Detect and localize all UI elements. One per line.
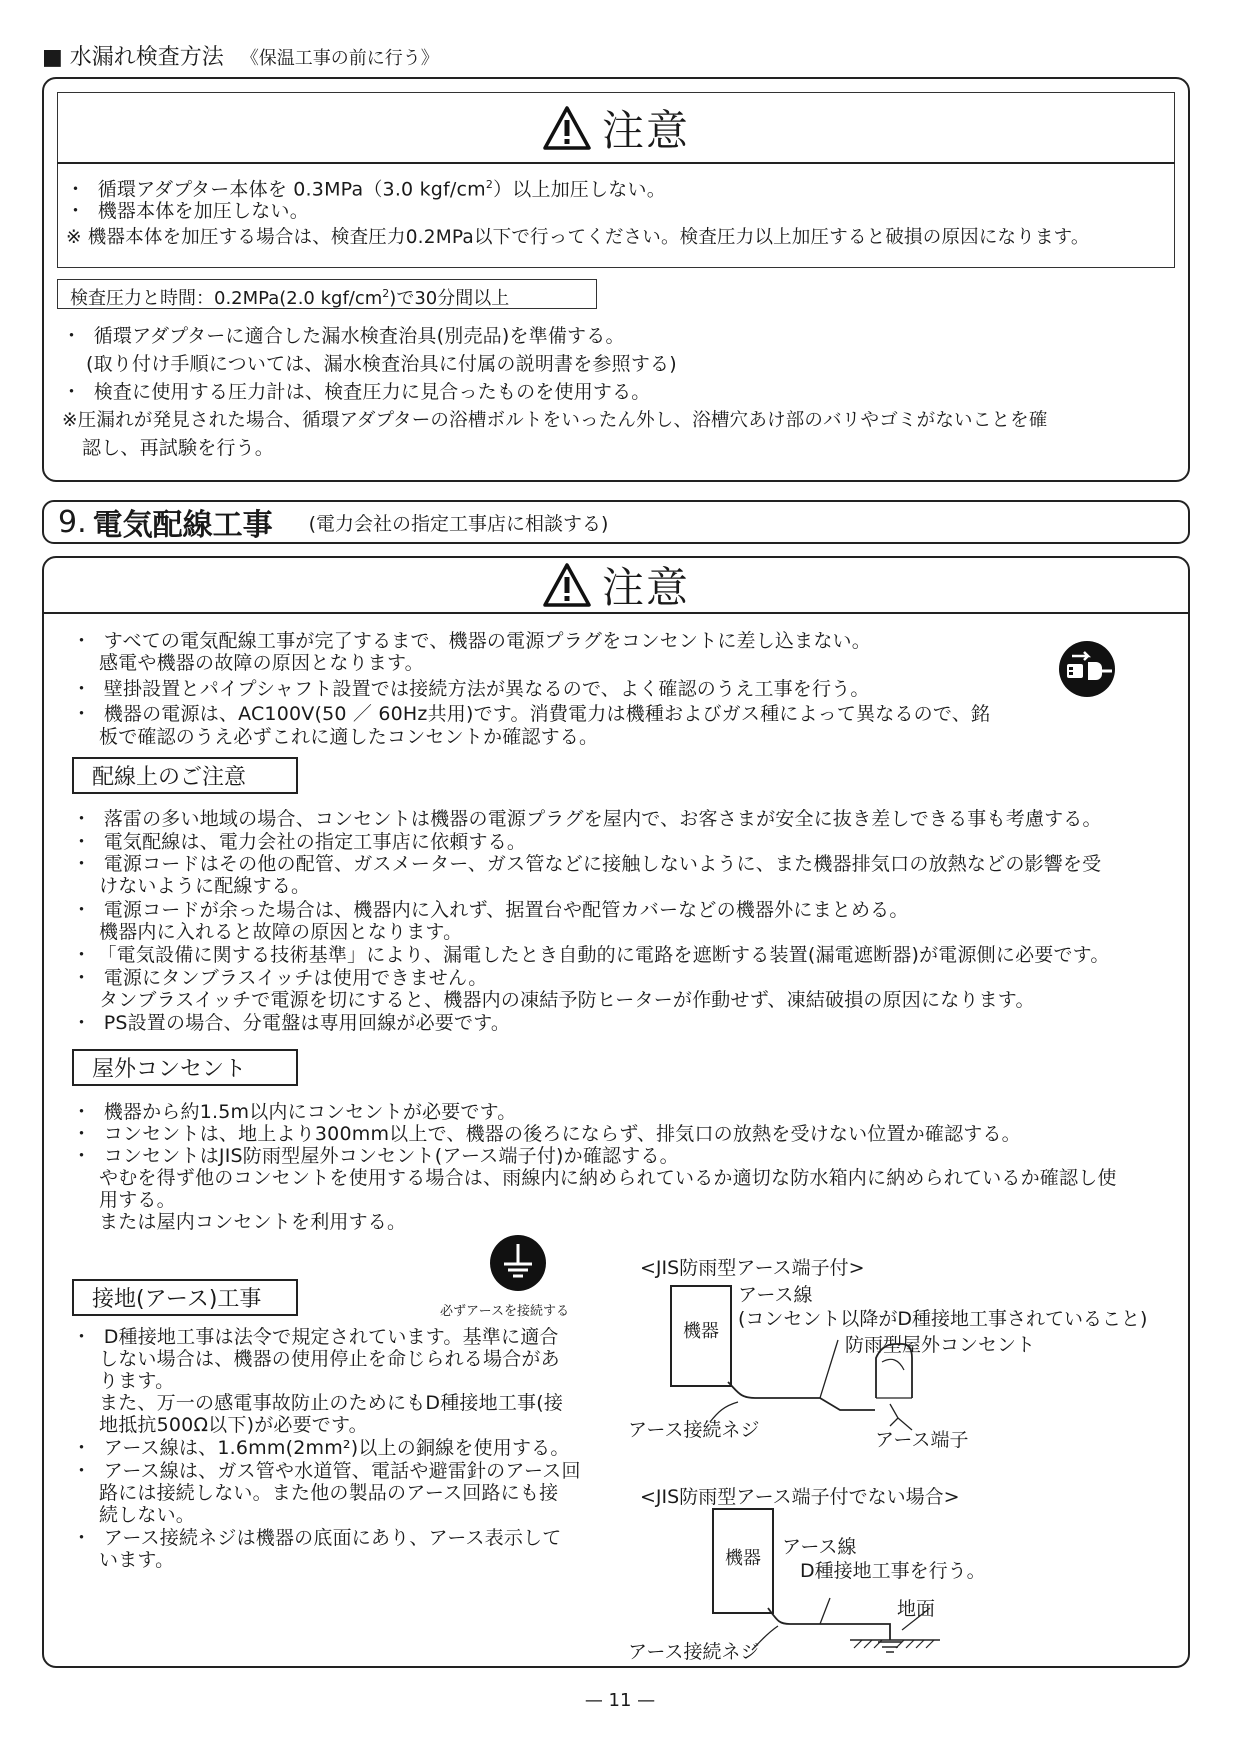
caution1-item-1: ・ 循環アダプター本体を 0.3MPa（3.0 kgf/$cm^2$）以上加圧しない。 [66, 178, 666, 201]
diagram1-wiring [620, 1280, 1040, 1440]
unplug-icon [1058, 640, 1116, 698]
section1-subtitle: 《保温工事の前に行う》 [240, 48, 439, 69]
page-number: — 11 — [584, 1690, 656, 1711]
diagram2-ground-label: 地面 [897, 1598, 936, 1620]
outdoor-heading: 屋外コンセント [72, 1049, 298, 1086]
diagram1-wire-note: (コンセント以降がD種接地工事されていること) [738, 1308, 1148, 1330]
outdoor-item-1: ・ 機器から約1.5m以内にコンセントが必要です。 [72, 1101, 517, 1123]
ground-item-3: ・ アース線は、ガス管や水道管、電話や避雷針のアース回 [72, 1460, 581, 1482]
wiring-item-5: ・ 「電気設備に関する技術基準」により、漏電したとき自動的に電路を遮断する装置(漏電遮断器)が電源側に必要です。 [72, 944, 1110, 966]
section1-heading [42, 40, 439, 71]
diagram2-wiring [640, 1590, 970, 1670]
diagram1-screw-label: アース接続ネジ [628, 1419, 760, 1441]
diagram2-device: 機器 [712, 1508, 774, 1614]
caution2-item-1: ・ すべての電気配線工事が完了するまで、機器の電源プラグをコンセントに差し込まない。 [72, 630, 871, 652]
note-3: ・ 検査に使用する圧力計は、検査圧力に見合ったものを使用する。 [62, 381, 651, 403]
note-5: 認し、再試験を行う。 [82, 437, 275, 459]
wiring-heading: 配線上のご注意 [72, 757, 298, 794]
wiring-item-2: ・ 電気配線は、電力会社の指定工事店に依頼する。 [72, 831, 527, 853]
caution2-item-3: ・ 機器の電源は、AC100V(50 ／ 60Hz共用)です。消費電力は機種およびガス種によって異なるので、銘 [72, 703, 991, 725]
caution-title-2: 注意 [44, 558, 1188, 612]
outdoor-item-2: ・ コンセントは、地上より300mm以上で、機器の後ろにならず、排気口の放熱を受けない位置か確認する。 [72, 1123, 1021, 1145]
wiring-item-1: ・ 落雷の多い地域の場合、コンセントは機器の電源プラグを屋内で、お客さまが安全に抜き差しできる事も考慮する。 [72, 808, 1102, 830]
section1-title: 水漏れ検査方法 [69, 45, 224, 70]
ground-item-1: ・ D種接地工事は法令で規定されています。基準に適合 [72, 1326, 559, 1348]
note-1: ・ 循環アダプターに適合した漏水検査治具(別売品)を準備する。 [62, 325, 625, 347]
pressure-label: 検査圧力と時間：0.2MPa(2.0 kgf/$cm^2$)で30分間以上 [57, 279, 597, 309]
wiring-item-4: ・ 電源コードが余った場合は、機器内に入れず、据置台や配管カバーなどの機器外にまとめる。 [72, 899, 909, 921]
wiring-item-7: ・ PS設置の場合、分電盤は専用回線が必要です。 [72, 1012, 511, 1034]
ground-icon-caption: 必ずアースを接続する [440, 1304, 569, 1319]
diagram1-outlet-label: 防雨型屋外コンセント [845, 1334, 1036, 1356]
ground-item-4: ・ アース接続ネジは機器の底面にあり、アース表示して [72, 1527, 562, 1549]
wiring-item-3: ・ 電源コードはその他の配管、ガスメーター、ガス管などに接触しないように、また機器排気口の放熱などの影響を受 [72, 853, 1102, 875]
warning-triangle-icon [542, 105, 592, 151]
note-2: (取り付け手順については、漏水検査治具に付属の説明書を参照する) [86, 353, 677, 375]
wiring-item-6: ・ 電源にタンブラスイッチは使用できません。 [72, 967, 488, 989]
section9-title: 電気配線工事 [92, 508, 273, 543]
caution2-item-2: ・ 壁掛設置とパイプシャフト設置では接続方法が異なるので、よく確認のうえ工事を行う。 [72, 678, 870, 700]
diagram2-wire-label: アース線 [782, 1536, 857, 1558]
diagram1-device: 機器 [670, 1285, 732, 1387]
outdoor-item-3: ・ コンセントはJIS防雨型屋外コンセント(アース端子付)か確認する。 [72, 1145, 679, 1167]
diagram1-title: <JIS防雨型アース端子付> [640, 1257, 865, 1279]
section9-number: 9. [58, 504, 87, 540]
caution1-item-2: ・ 機器本体を加圧しない。 [66, 200, 309, 222]
section9-heading [58, 502, 608, 542]
diagram2-title: <JIS防雨型アース端子付でない場合> [640, 1486, 960, 1508]
caution1-item-3: ※ 機器本体を加圧する場合は、検査圧力0.2MPa以下で行ってください。検査圧力以上加圧すると破損の原因になります。 [66, 227, 1090, 248]
ground-heading: 接地(アース)工事 [72, 1279, 298, 1316]
warning-triangle-icon [542, 562, 592, 608]
diagram2-screw-label: アース接続ネジ [628, 1641, 760, 1663]
diagram1-wire-label: アース線 [738, 1284, 813, 1306]
caution-title-1: 注意 [57, 97, 1175, 159]
diagram1-terminal-label: アース端子 [875, 1429, 969, 1451]
note-4: ※圧漏れが発見された場合、循環アダプターの浴槽ボルトをいったん外し、浴槽穴あけ部のバリやゴミがないことを確 [62, 410, 1048, 431]
ground-icon [489, 1234, 547, 1292]
ground-item-2: ・ アース線は、1.6mm(2mm²)以上の銅線を使用する。 [72, 1437, 570, 1459]
section9-subtitle: (電力会社の指定工事店に相談する) [308, 512, 609, 535]
diagram2-wire-note: D種接地工事を行う。 [800, 1560, 986, 1582]
heading-marker: ■ [42, 45, 63, 70]
